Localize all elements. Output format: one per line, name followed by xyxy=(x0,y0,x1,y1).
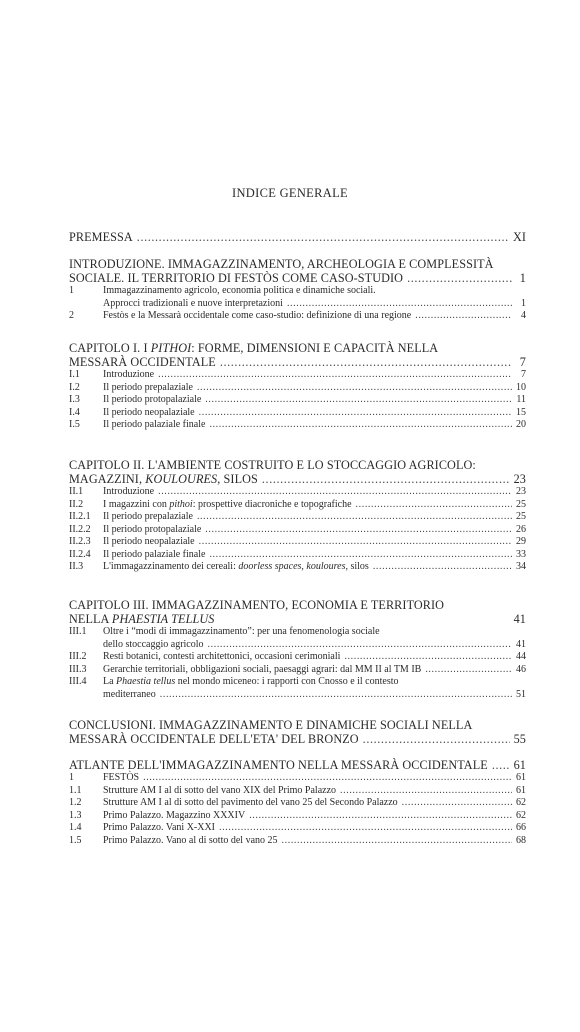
entry-title: Introduzione xyxy=(103,369,155,380)
page-number: 34 xyxy=(516,561,526,572)
entry-number: II.2.2 xyxy=(69,523,91,535)
leader-dots xyxy=(249,810,512,823)
toc-entry[interactable] xyxy=(69,230,526,244)
leader-dots xyxy=(407,271,512,285)
toc-entry[interactable] xyxy=(69,785,526,798)
page-number: 33 xyxy=(516,548,526,560)
page-number: 25 xyxy=(516,498,526,510)
entry-title: Primo Palazzo. Vani X-XXI xyxy=(103,822,216,833)
leader-dots xyxy=(208,639,512,652)
entry-text: , silos xyxy=(345,561,369,572)
entry-number: I.1 xyxy=(69,369,80,380)
page-title: INDICE GENERALE xyxy=(232,186,348,200)
entry-number: III.2 xyxy=(69,651,87,662)
page-number: 26 xyxy=(516,523,526,535)
toc-introduzione xyxy=(69,257,526,323)
page-number: 55 xyxy=(513,732,526,746)
entry-title: Primo Palazzo. Magazzino XXXIV xyxy=(103,809,246,821)
entry-text: nel mondo miceneo: i rapporti con Cnosso e il contesto xyxy=(175,676,399,687)
leader-dots xyxy=(209,419,512,432)
entry-title: Il periodo neopalaziale xyxy=(103,536,195,547)
heading-text: NELLA xyxy=(69,612,112,626)
toc-entry[interactable] xyxy=(69,676,526,689)
entry-title: Il periodo palaziale finale xyxy=(103,419,206,430)
toc-capitolo-3 xyxy=(69,598,526,701)
entry-text: I magazzini con xyxy=(103,498,170,510)
toc-premessa xyxy=(69,230,526,244)
toc-heading[interactable] xyxy=(69,758,526,772)
entry-title: Il periodo protopalaziale xyxy=(103,394,202,405)
heading-text: CAPITOLO I. I xyxy=(69,341,151,355)
heading-line xyxy=(69,612,214,626)
toc-entry[interactable] xyxy=(69,797,526,810)
leader-dots xyxy=(143,772,512,785)
entry-title xyxy=(103,676,399,689)
heading-italic: PHAESTIA TELLUS xyxy=(111,612,215,626)
entry-italic: pithoi xyxy=(169,498,193,510)
page-number: 23 xyxy=(516,486,526,497)
entry-number: 2 xyxy=(69,310,74,321)
entry-number: II.2.1 xyxy=(69,511,91,522)
heading-text: MAGAZZINI, xyxy=(69,472,146,486)
leader-dots xyxy=(363,732,510,746)
toc-entry[interactable] xyxy=(69,486,526,499)
entry-title: Primo Palazzo. Vano al di sotto del vano 25 xyxy=(103,834,278,846)
page-number: 61 xyxy=(513,758,526,772)
entry-text: La xyxy=(103,676,117,687)
page-number: 7 xyxy=(521,369,526,380)
heading-line: CONCLUSIONI. IMMAGAZZINAMENTO E DINAMICHE SOCIALI NELLA xyxy=(69,718,473,732)
entry-number: II.1 xyxy=(69,486,84,497)
page-number: 44 xyxy=(516,651,526,662)
leader-dots xyxy=(205,524,512,537)
toc-entry-cont[interactable] xyxy=(69,689,526,702)
leader-dots xyxy=(158,486,512,499)
heading-line xyxy=(69,341,438,355)
toc-entry[interactable] xyxy=(69,310,526,323)
leader-dots xyxy=(340,785,512,798)
page-number: 61 xyxy=(516,772,526,783)
entry-title xyxy=(103,499,352,512)
heading-line: ATLANTE DELL'IMMAGAZZINAMENTO NELLA MESSARÀ OCCIDENTALE xyxy=(69,758,488,772)
leader-dots xyxy=(158,369,512,382)
leader-dots xyxy=(356,499,512,512)
entry-title: Approcci tradizionali e nuove interpretazioni xyxy=(103,297,283,309)
heading-line: CAPITOLO III. IMMAGAZZINAMENTO, ECONOMIA E TERRITORIO xyxy=(69,598,445,612)
leader-dots xyxy=(160,689,512,702)
entry-number: I.4 xyxy=(69,406,80,418)
entry-title: Resti botanici, contesti architettonici, occasioni cerimoniali xyxy=(103,651,341,662)
heading-line xyxy=(69,472,258,486)
page-number: 62 xyxy=(516,809,526,821)
entry-number: II.3 xyxy=(69,561,84,572)
heading-line: SOCIALE. IL TERRITORIO DI FESTÒS COME CASO-STUDIO xyxy=(69,271,404,285)
toc-entry[interactable] xyxy=(69,394,526,407)
toc-entry[interactable] xyxy=(69,810,526,823)
leader-dots xyxy=(199,407,512,420)
leader-dots xyxy=(199,536,512,549)
toc-heading-cont[interactable] xyxy=(69,612,526,626)
page-number: XI xyxy=(512,230,526,244)
entry-number: 1 xyxy=(69,285,74,296)
toc-heading[interactable] xyxy=(69,257,526,271)
entry-number: 1.5 xyxy=(69,834,82,846)
page-number: 4 xyxy=(521,310,526,321)
entry-title: Strutture AM I al di sotto del pavimento del vano 25 del Secondo Palazzo xyxy=(103,797,398,808)
entry-title: Festòs e la Messarà occidentale come caso-studio: definizione di una regione xyxy=(103,310,412,321)
toc-heading-cont[interactable] xyxy=(69,472,526,486)
toc-entry[interactable] xyxy=(69,561,526,574)
entry-number: II.2 xyxy=(69,498,84,510)
entry-title: PREMESSA xyxy=(69,230,133,244)
entry-text: : prospettive diacroniche e topografiche xyxy=(192,498,352,510)
toc-entry[interactable] xyxy=(69,285,526,298)
toc-heading-cont[interactable] xyxy=(69,732,526,746)
leader-dots xyxy=(415,310,512,323)
heading-italic: KOULOURES xyxy=(145,472,218,486)
heading-line: INTRODUZIONE. IMMAGAZZINAMENTO, ARCHEOLOGIA E COMPLESSITÀ xyxy=(69,257,494,271)
entry-number: 1.3 xyxy=(69,809,82,821)
page-number: 7 xyxy=(519,355,526,369)
heading-line: MESSARÀ OCCIDENTALE DELL'ETA' DEL BRONZO xyxy=(69,732,359,746)
toc-entry[interactable] xyxy=(69,382,526,395)
entry-number: 1.2 xyxy=(69,797,82,808)
toc-heading[interactable] xyxy=(69,598,526,612)
heading-line: CAPITOLO II. L'AMBIENTE COSTRUITO E LO STOCCAGGIO AGRICOLO: xyxy=(69,458,476,472)
toc-entry[interactable] xyxy=(69,664,526,677)
entry-title: Il periodo palaziale finale xyxy=(103,548,206,560)
toc-entry[interactable] xyxy=(69,511,526,524)
entry-italic: Phaestia tellus xyxy=(116,676,176,687)
leader-dots xyxy=(209,549,512,562)
entry-title: dello stoccaggio agricolo xyxy=(103,638,204,650)
page-number: 41 xyxy=(516,638,526,650)
toc-heading-cont[interactable] xyxy=(69,271,526,285)
entry-title: Gerarchie territoriali, obbligazioni sociali, paesaggi agrari: dal MM II al TM IB xyxy=(103,663,422,675)
entry-title: Il periodo protopalaziale xyxy=(103,523,202,535)
toc-entry[interactable] xyxy=(69,499,526,512)
entry-title: mediterraneo xyxy=(103,688,156,700)
page-number: 41 xyxy=(513,612,526,626)
page-number: 1 xyxy=(521,297,526,309)
page-number: 68 xyxy=(516,834,526,846)
entry-number: II.2.3 xyxy=(69,536,91,547)
leader-dots xyxy=(425,664,512,677)
toc-capitolo-2 xyxy=(69,458,526,574)
toc-atlante xyxy=(69,758,526,847)
leader-dots xyxy=(197,511,512,524)
page-number: 29 xyxy=(516,536,526,547)
entry-title: Introduzione xyxy=(103,486,155,497)
toc-entry[interactable] xyxy=(69,822,526,835)
page-number: 46 xyxy=(516,663,526,675)
toc-entry[interactable] xyxy=(69,419,526,432)
toc-entry[interactable] xyxy=(69,549,526,562)
toc-conclusioni xyxy=(69,718,526,746)
page-number: 61 xyxy=(516,784,526,796)
heading-line: MESSARÀ OCCIDENTALE xyxy=(69,355,216,369)
toc-heading-cont[interactable] xyxy=(69,355,526,369)
entry-number: I.5 xyxy=(69,419,80,430)
page-number: 66 xyxy=(516,822,526,833)
entry-number: 1 xyxy=(69,772,74,783)
toc-heading[interactable] xyxy=(69,718,526,732)
entry-title: Strutture AM I al di sotto del vano XIX del Primo Palazzo xyxy=(103,784,337,796)
toc-entry[interactable] xyxy=(69,835,526,848)
page-number: 25 xyxy=(516,511,526,522)
page-number: 10 xyxy=(516,381,526,393)
toc-entry[interactable] xyxy=(69,772,526,785)
page-number: 11 xyxy=(516,394,526,405)
leader-dots xyxy=(197,382,512,395)
entry-number: III.4 xyxy=(69,676,87,687)
leader-dots xyxy=(282,835,512,848)
entry-number: II.2.4 xyxy=(69,548,91,560)
entry-title: Il periodo prepalaziale xyxy=(103,381,193,393)
entry-title: Il periodo prepalaziale xyxy=(103,511,193,522)
entry-number: 1.4 xyxy=(69,822,82,833)
toc-entry-cont[interactable] xyxy=(69,298,526,311)
entry-title: Il periodo neopalaziale xyxy=(103,406,195,418)
heading-text: : FORME, DIMENSIONI E CAPACITÀ NELLA xyxy=(191,341,439,355)
toc-capitolo-1 xyxy=(69,341,526,432)
page-number: 1 xyxy=(519,271,526,285)
page-number: 62 xyxy=(516,797,526,808)
leader-dots xyxy=(137,230,509,244)
entry-number: III.3 xyxy=(69,663,87,675)
leader-dots xyxy=(287,298,512,311)
leader-dots xyxy=(373,561,512,574)
toc-entry[interactable] xyxy=(69,651,526,664)
entry-number: 1.1 xyxy=(69,784,82,796)
entry-title xyxy=(103,561,369,574)
page-number: 23 xyxy=(513,472,526,486)
toc-heading[interactable] xyxy=(69,341,526,355)
toc-entry-cont[interactable] xyxy=(69,639,526,652)
heading-text: , SILOS xyxy=(217,472,258,486)
entry-number: I.2 xyxy=(69,381,80,393)
heading-italic: PITHOI xyxy=(150,341,192,355)
toc-entry[interactable] xyxy=(69,369,526,382)
toc-entry[interactable] xyxy=(69,536,526,549)
toc-heading[interactable] xyxy=(69,458,526,472)
toc-entry[interactable] xyxy=(69,407,526,420)
leader-dots xyxy=(205,394,512,407)
leader-dots xyxy=(492,758,510,772)
entry-text: L'immagazzinamento dei cereali: xyxy=(103,561,239,572)
leader-dots xyxy=(402,797,512,810)
leader-dots xyxy=(262,472,510,486)
leader-dots xyxy=(220,355,512,369)
entry-number: I.3 xyxy=(69,394,80,405)
entry-title: FESTÒS xyxy=(103,772,140,783)
entry-title: Immagazzinamento agricolo, economia politica e dinamiche sociali. xyxy=(103,285,376,296)
toc-entry[interactable] xyxy=(69,524,526,537)
entry-number: III.1 xyxy=(69,626,87,637)
page-number: 15 xyxy=(516,406,526,418)
page-number: 20 xyxy=(516,419,526,430)
page-number: 51 xyxy=(516,688,526,700)
entry-title: Oltre i “modi di immagazzinamento”: per una fenomenologia sociale xyxy=(103,626,380,637)
leader-dots xyxy=(344,651,512,664)
entry-italic: doorless spaces, kouloures xyxy=(238,561,346,572)
toc-entry[interactable] xyxy=(69,626,526,639)
leader-dots xyxy=(219,822,512,835)
